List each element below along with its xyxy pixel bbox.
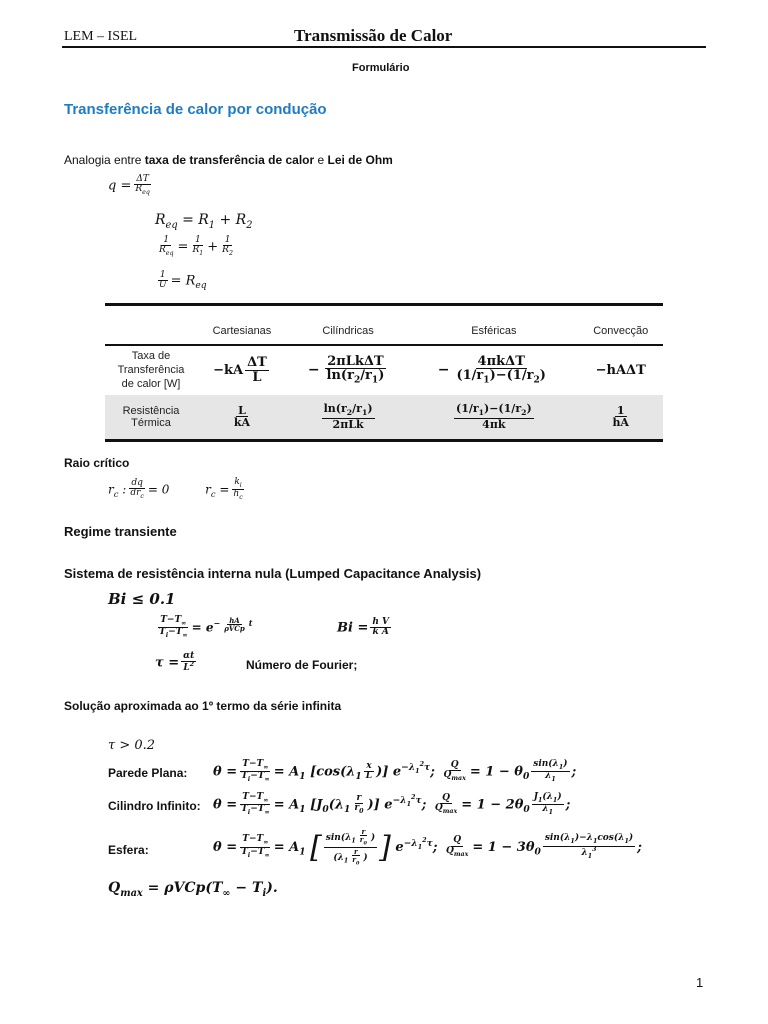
eq-q: q = $\frac{\Delta T}{R_{eq}}$ xyxy=(108,174,150,197)
section-heading-conduction: Transferência de calor por condução xyxy=(64,101,327,118)
header-rule xyxy=(62,46,706,48)
cell-res-cartesian: $\frac{L}{kA}$ xyxy=(233,403,251,430)
eq-bi-condition: Bi ≤ 0.1 xyxy=(108,590,176,608)
eq-sphere: θ = $\frac{T-T_\infty}{T_i-T_\infty}$ = $A_1$ [ $\sin(\lambda_1$ $\frac{r}{r_0}$ ) ($\lambda_1$ $\frac{r}{r_0}$ ) ] $e^{-\lambda_1^2\tau}$; $\frac{Q}{Q_{max}}$ = $1 - 3\theta_0$ $\frac{\sin(\lambda_1)-\lambda_1\cos(\lambda_1)}{\lambda_1^3}$ ; xyxy=(213,827,642,867)
heading-solution: Solução aproximada ao 1º termo da série infinita xyxy=(64,699,342,713)
fourier-label: Número de Fourier; xyxy=(246,658,358,672)
cell-res-convection: $\frac{1}{hA}$ xyxy=(612,403,629,430)
eq-qmax: $Q_{max} = \rho VCp(T_\infty - T_i)$. xyxy=(108,880,278,899)
subtitle: Formulário xyxy=(352,62,410,74)
eq-req-series: $R_{eq} = R_1 + R_2$ xyxy=(155,212,253,231)
row-label-rate: Taxa de Transferência de calor [W] xyxy=(117,349,185,391)
label-plane-wall: Parede Plana: xyxy=(108,766,188,780)
cell-rate-cartesian: −kA $\frac{\Delta T}{L}$ xyxy=(213,354,267,385)
analogy-prefix: Analogia entre xyxy=(64,153,145,167)
cell-res-cylindrical: $\frac{\ln(r_2/r_1)}{\text{2πLk}}$ xyxy=(323,402,373,431)
eq-temperature-ratio: $\frac{T-T_\infty}{T_i-T_\infty}$ = $e^{- \frac{hA}{\text{ρVCp}} t}$ xyxy=(159,615,253,640)
eq-tau-condition: τ > 0.2 xyxy=(108,738,156,753)
eq-tau: τ = $\frac{\alpha t}{L^2}$ xyxy=(155,651,195,674)
analogy-middle: e xyxy=(314,153,328,167)
cell-rate-spherical: − $\frac{\text{4πkΔT}}{(1/r_1)-(1/r_2)}$ xyxy=(437,353,546,386)
conduction-table xyxy=(105,303,663,442)
cell-rate-convection: −hAΔT xyxy=(595,362,646,378)
analogy-line xyxy=(64,153,393,167)
table-header-blank xyxy=(105,305,197,345)
cell-res-spherical: $\frac{(1/r_1)-(1/r_2)}{4\pi k}$ xyxy=(455,402,532,431)
heading-critical-radius: Raio crítico xyxy=(64,456,130,470)
label-cylinder: Cilindro Infinito: xyxy=(108,799,201,813)
cell-rate-cylindrical: − $\frac{\text{2πLkΔT}}{\ln(r_2/r_1)}$ xyxy=(307,353,385,386)
analogy-bold1: taxa de transferência de calor xyxy=(144,153,315,167)
eq-u: $\frac{1}{U}$ = $R_{eq}$ xyxy=(159,270,207,292)
page-number: 1 xyxy=(696,975,704,990)
row-label-resistance: Resistência Térmica xyxy=(122,404,180,429)
eq-req-parallel: $\frac{1}{R_{eq}}$ = $\frac{1}{R_1}$ + $\frac{1}{R_2}$ xyxy=(159,235,233,258)
table-header-spherical: Esféricas xyxy=(409,305,578,345)
eq-bi-definition: Bi = $\frac{\text{h V}}{\text{k A}}$ xyxy=(337,617,390,638)
analogy-bold2: Lei de Ohm xyxy=(327,153,393,167)
eq-plane-wall: θ = $\frac{T-T_\infty}{T_i-T_\infty}$ = $A_1$ [$\cos(\lambda_1$ $\frac{x}{L}$ )] $e^{-\lambda_1^2\tau}$; $\frac{Q}{Q_{max}}$ = $1 - \theta_0$ $\frac{\sin(\lambda_1)}{\lambda_1}$ ; xyxy=(213,759,577,784)
table-header-cartesian: Cartesianas xyxy=(197,305,287,345)
eq-cylinder: θ = $\frac{T-T_\infty}{T_i-T_\infty}$ = $A_1$ [$J_0(\lambda_1$ $\frac{r}{r_0}$ )] $e^{-\lambda_1^2\tau}$; $\frac{Q}{Q_{max}}$ = $1 - 2\theta_0$ $\frac{J_1(\lambda_1)}{\lambda_1}$ ; xyxy=(213,792,571,817)
table-header-convection: Convecção xyxy=(578,305,663,345)
header-left: LEM – ISEL xyxy=(64,29,138,44)
label-sphere: Esfera: xyxy=(108,843,149,857)
heading-lumped: Sistema de resistência interna nula (Lumped Capacitance Analysis) xyxy=(64,566,482,581)
table-header-cylindrical: Cilíndricas xyxy=(287,305,409,345)
page-title: Transmissão de Calor xyxy=(294,26,453,45)
heading-transient: Regime transiente xyxy=(64,524,177,539)
eq-critical-radius: $r_c$ : $\frac{dq}{dr_c}$ = 0 $r_c$ = $\frac{k_i}{h_c}$ xyxy=(108,477,243,502)
